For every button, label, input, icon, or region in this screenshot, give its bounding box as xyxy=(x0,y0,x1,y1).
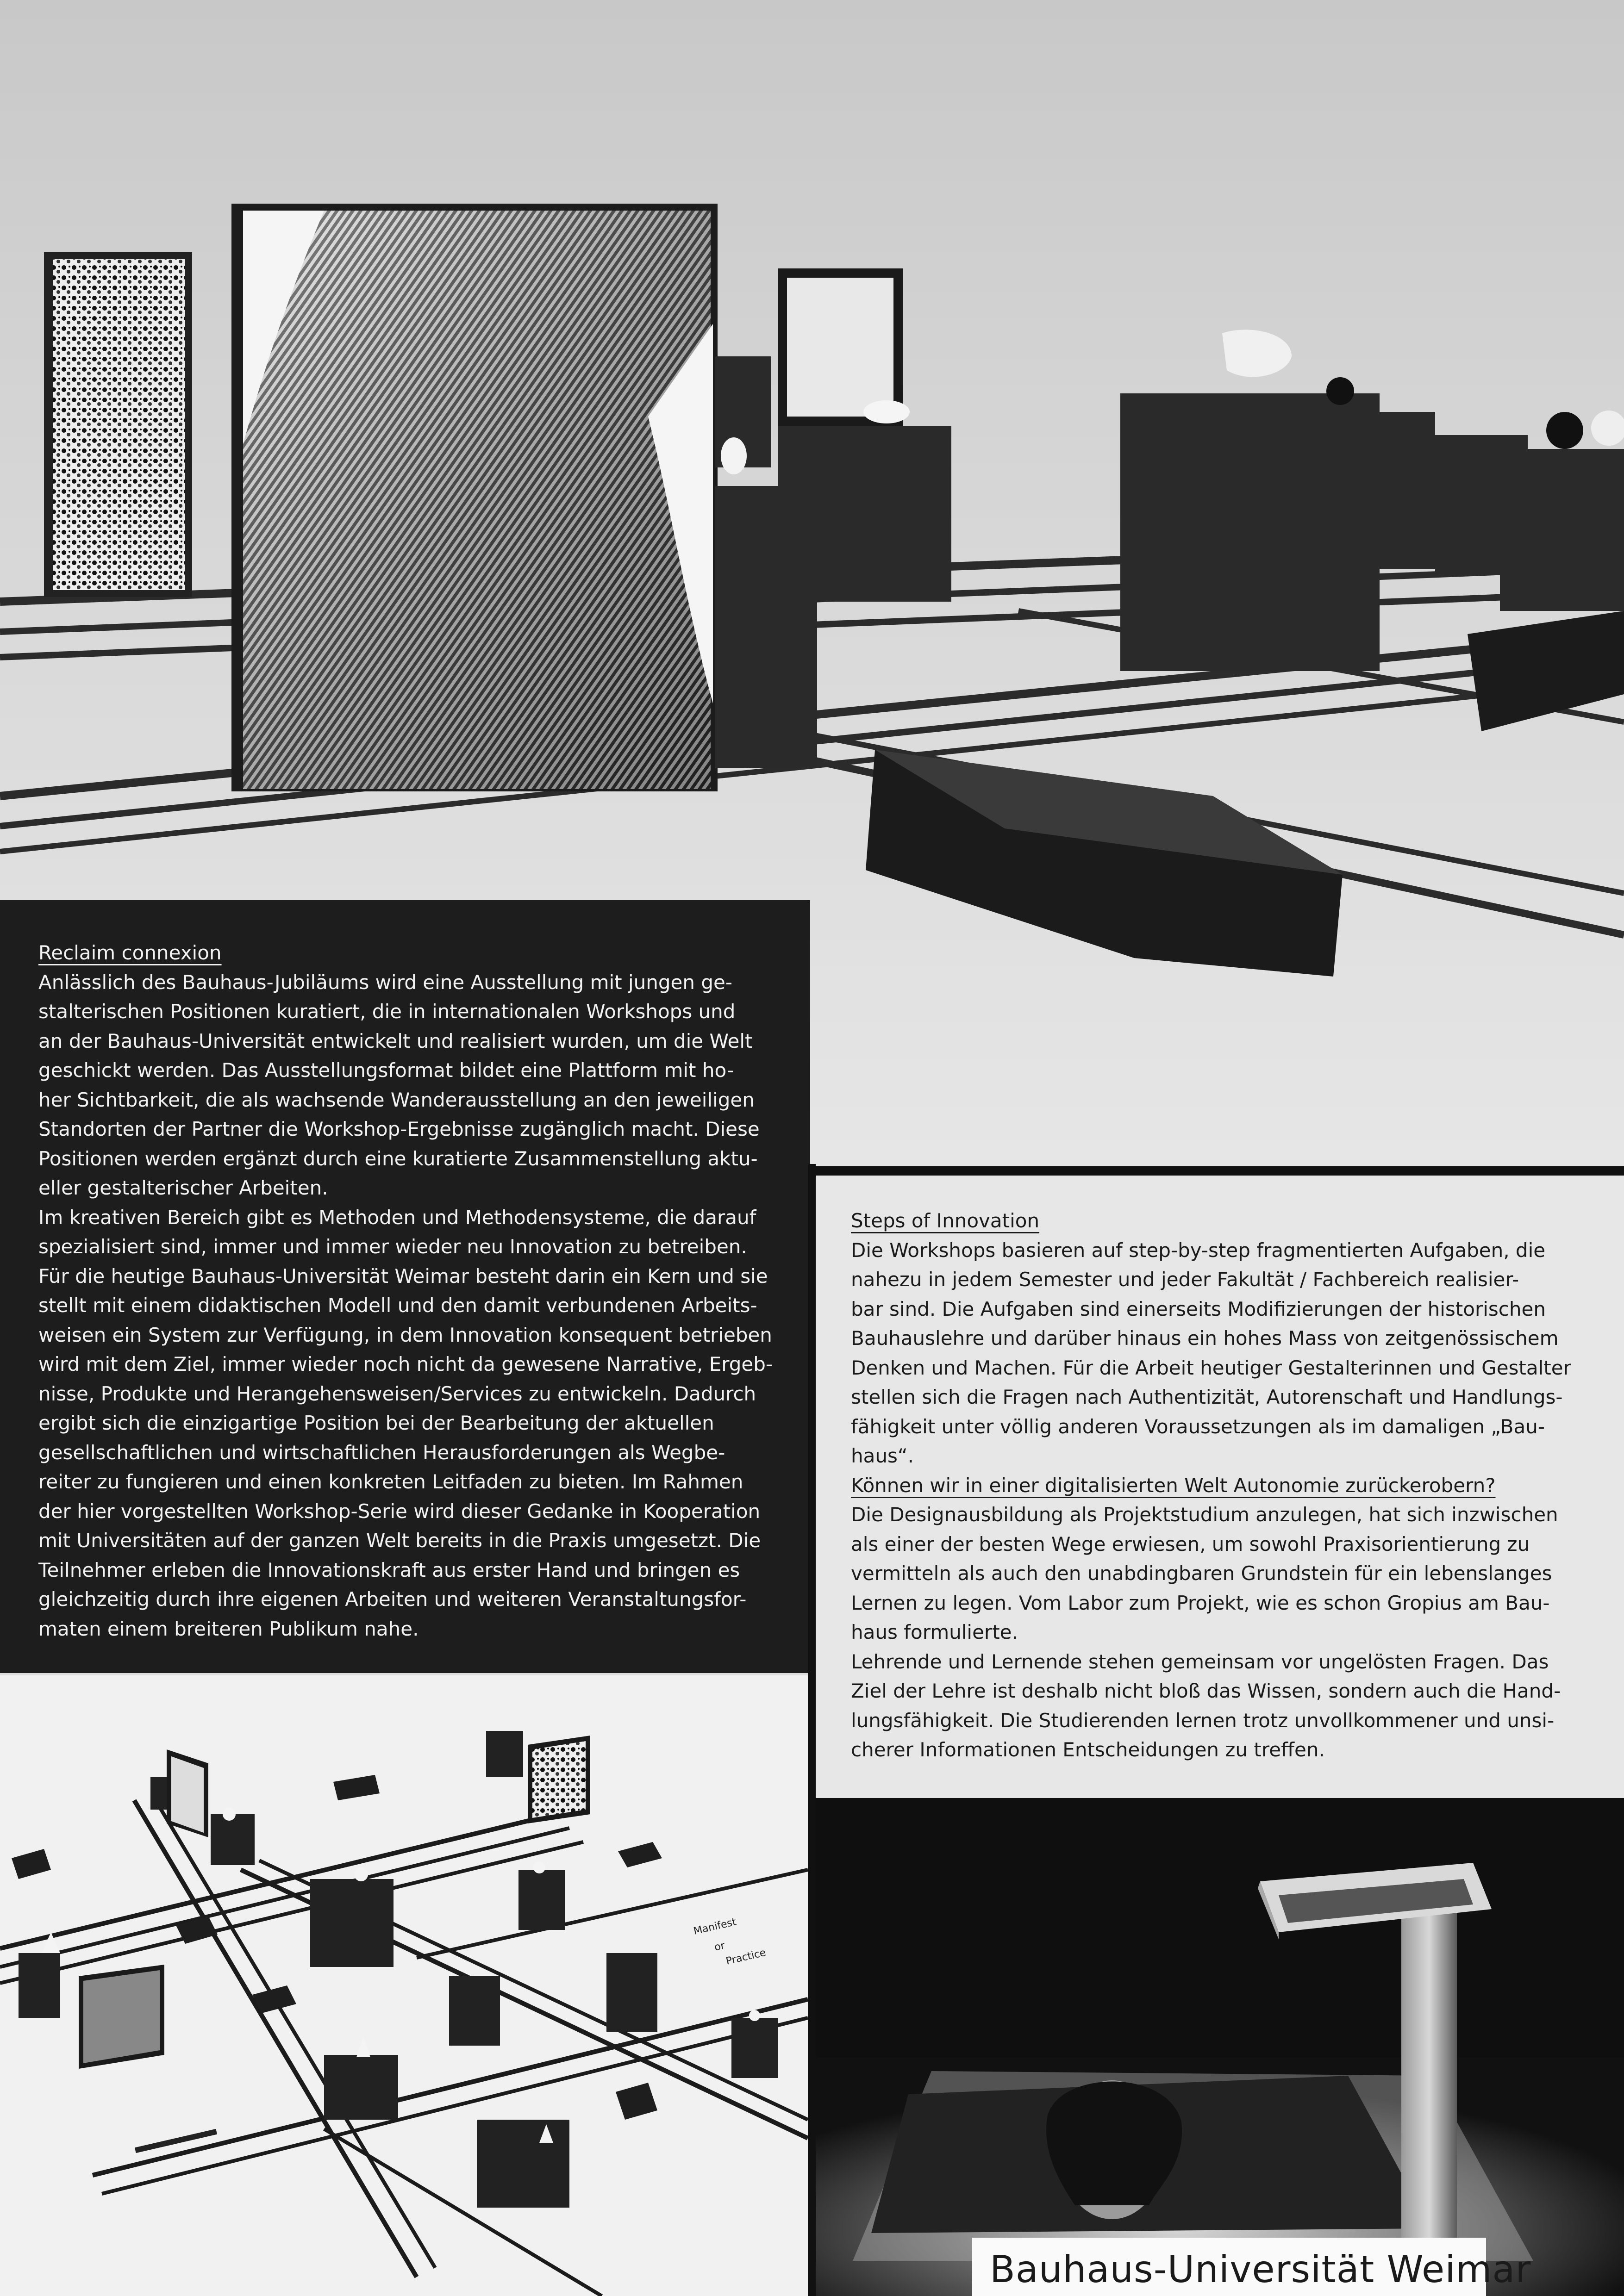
paragraph-reclaim-2: Im kreativen Bereich gibt es Methoden und Methodensysteme, die darauf spezialisiert sind, immer und immer wieder neu Innovation zu betreiben. Für die heutige Bauhaus-Universität Weimar besteht darin ein Kern und sie stellt mit einem didaktischen Modell und den damit verbundenen Arbeits- weisen ein System zur Verfügung, in dem Innovation konsequent betrieben wird mit dem Ziel, immer wieder noch nicht da gewesene Narrative, Ergeb- nisse, Produkte und Herangehensweisen/Services zu entwickeln. Dadurch ergibt sich die einzigartige Position bei der Bearbeitung der aktuellen gesellschaftlichen und wirtschaftlichen Herausforderungen als Wegbe- reiter zu fungieren und einen konkreten Leitfaden zu bieten. Im Rahmen der hier vorgestellten Workshop-Serie wird dieser Gedanke in Kooperation mit Universitäten auf der ganzen Welt bereits in die Praxis umgesetzt. Die Teilnehmer erleben die Innovationskraft aus erster Hand und bringen es gleichzeitig durch ihre eigenen Arbeiten und weiteren Veranstaltungsfor- maten einem breiteren Publikum nahe. xyxy=(38,1206,773,1640)
paragraph-steps-2: Die Designausbildung als Projektstudium anzulegen, hat sich inzwischen als einer der besten Wege erwiesen, um sowohl Praxisorientierung zu vermitteln als auch den unabdingbaren Grundstein für ein lebenslanges Lernen zu legen. Vom Labor zum Projekt, wie es schon Gropius am Bau- haus formulierte. xyxy=(851,1503,1558,1643)
panel-small-left xyxy=(44,252,192,597)
heading-steps-of-innovation: Steps of Innovation xyxy=(851,1209,1040,1232)
axo-label-practice: Practice xyxy=(725,1947,767,1967)
lectern-scene xyxy=(816,1798,1624,2296)
subheading-autonomie: Können wir in einer digitalisierten Welt Autonomie zurückerobern? xyxy=(851,1474,1496,1497)
lectern-rendering xyxy=(816,1798,1624,2296)
text-block-left xyxy=(38,938,779,1643)
paragraph-reclaim-1: Anlässlich des Bauhaus-Jubiläums wird eine Ausstellung mit jungen ge- stalterischen Positionen kuratiert, die in internationalen Workshops und an der Bauhaus-Universität entwickelt und realisiert wurden, um die Welt geschickt werden. Das Ausstellungsformat bildet eine Plattform mit ho- her Sichtbarkeit, die als wachsende Wanderausstellung an den jeweiligen Standorten der Partner die Workshop-Ergebnisse zugänglich macht. Diese Positionen werden ergänzt durch eine kuratierte Zusammenstellung aktu- eller gestalterischer Arbeiten. xyxy=(38,971,760,1199)
divider-horizontal xyxy=(810,1166,1624,1176)
paragraph-steps-3: Lehrende und Lernende stehen gemeinsam vor ungelösten Fragen. Das Ziel der Lehre ist deshalb nicht bloß das Wissen, sondern auch die Hand- lungsfähigkeit. Die Studierenden lernen trotz unvollkommener und unsi- cherer Informationen Entscheidungen zu treffen. xyxy=(851,1650,1561,1761)
logo-bar xyxy=(972,2238,1531,2296)
axo-label-manifest: Manifest xyxy=(692,1916,737,1937)
logo-bauhaus-universitaet-weimar: Bauhaus-Universität Weimar xyxy=(990,2248,1531,2291)
axo-label-or: or xyxy=(713,1940,726,1954)
panel-large-wave xyxy=(231,204,718,791)
heading-reclaim-connexion: Reclaim connexion xyxy=(38,941,222,964)
text-panel-steps xyxy=(816,1176,1624,1798)
axonometric-plan-rendering xyxy=(0,1675,808,2296)
divider-vertical xyxy=(808,1164,816,2296)
axonometric-scene xyxy=(0,1675,808,2296)
text-panel-reclaim xyxy=(0,900,810,1673)
portrait-image xyxy=(871,2076,1431,2233)
text-block-right xyxy=(851,1206,1601,1765)
paragraph-steps-1: Die Workshops basieren auf step-by-step fragmentierten Aufgaben, die nahezu in jedem Semester und jeder Fakultät / Fachbereich realisier- bar sind. Die Aufgaben sind einerseits Modifizierungen der historischen Bauhauslehre und darüber hinaus ein hohes Mass von zeitgenössischem Denken und Machen. Für die Arbeit heutiger Gestalterinnen und Gestalter stellen sich die Fragen nach Authentizität, Autorenschaft und Handlungs- fähigkeit unter völlig anderen Voraussetzungen als im damaligen „Bau- haus“. xyxy=(851,1238,1571,1467)
